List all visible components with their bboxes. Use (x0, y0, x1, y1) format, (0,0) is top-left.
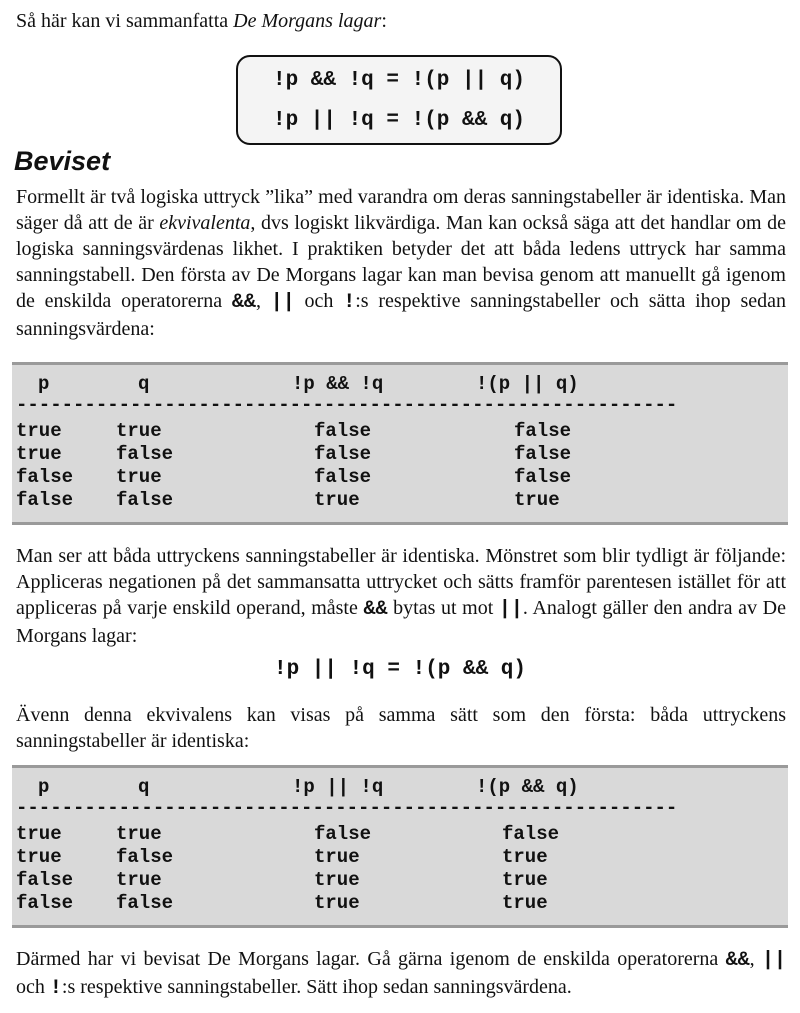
table2-header-rhs: !(p && q) (476, 776, 579, 798)
table-cell: false (314, 443, 372, 465)
intro-end: : (381, 10, 387, 32)
table-cell: false (16, 869, 74, 891)
table-cell: true (16, 443, 62, 465)
para1-emphasis: ekvivalenta (159, 212, 251, 234)
table-cell: true (16, 420, 62, 442)
table-cell: false (16, 489, 74, 511)
truth-table-1 (12, 362, 788, 525)
table-cell: true (314, 869, 360, 891)
para1-och: och (294, 290, 344, 312)
table2-header-p: p (38, 776, 50, 798)
paragraph-conclusion (16, 946, 786, 1002)
table-cell: true (116, 869, 162, 891)
table2-header-q: q (138, 776, 150, 798)
paragraph-proof-intro (16, 184, 786, 342)
truth-table-2 (12, 765, 788, 928)
table-cell: true (116, 466, 162, 488)
paragraph-pattern (16, 543, 786, 649)
law-second-centered: !p || !q = !(p && q) (273, 658, 527, 681)
table-cell: true (502, 846, 548, 868)
table1-header-q: q (138, 373, 150, 395)
para1-op-and: && (231, 291, 256, 314)
para4-op-or: || (761, 949, 786, 972)
table1-header-p: p (38, 373, 50, 395)
table-cell: true (314, 489, 360, 511)
section-title: Beviset (14, 146, 111, 176)
table-cell: true (16, 823, 62, 845)
paragraph-equivalence: Ävenn denna ekvivalens kan visas på samma sätt som den första: båda uttryckens sanningstabeller är identiska: (16, 704, 786, 752)
table-cell: false (314, 466, 372, 488)
law-second: !p || !q = !(p && q) (272, 109, 526, 132)
table-cell: true (116, 823, 162, 845)
table2-divider: ---------------------------------------------------------- (16, 797, 678, 819)
para4-text-b: :s respektive sanningstabeller. Sätt ihop sedan sanningsvärdena. (61, 976, 572, 998)
table-cell: true (314, 846, 360, 868)
intro-text: Så här kan vi sammanfatta (16, 10, 234, 32)
para1-text-b: , dvs logiskt likvärdiga. Man kan också säga att det handlar om de logiska sanningsvärdenas likhet. I praktiken betyder det att båda ledens uttryck har samma sanningstabell. Den första av De Morgans lagar kan man bevisa genom att manuellt gå igenom de enskilda operatorerna (16, 212, 786, 312)
para4-op-and: && (725, 949, 750, 972)
table-cell: false (514, 420, 572, 442)
table-cell: false (116, 846, 174, 868)
para1-text-a: Formellt är två logiska uttryck ”lika” med varandra om deras sanningstabeller är identiska. Man säger då att de är (16, 186, 786, 234)
para1-text-c: :s respektive sanningstabeller och sätta ihop sedan sanningsvärdena: (16, 290, 786, 340)
para2-text-c: . Analogt gäller den andra av De Morgans lagar: (16, 597, 787, 647)
para4-text-a: Därmed har vi bevisat De Morgans lagar. Gå gärna igenom de enskilda operatorerna (16, 948, 726, 970)
table-cell: false (514, 443, 572, 465)
table-cell: true (502, 892, 548, 914)
table-cell: false (116, 489, 174, 511)
table1-header-rhs: !(p || q) (476, 373, 579, 395)
table-cell: true (314, 892, 360, 914)
table-cell: true (514, 489, 560, 511)
para4-comma: , (749, 948, 762, 970)
intro-line (16, 8, 786, 34)
para4-op-not: ! (49, 977, 62, 1000)
para1-comma: , (255, 290, 271, 312)
table-cell: true (16, 846, 62, 868)
table-cell: false (16, 892, 74, 914)
table1-header-lhs: !p && !q (292, 373, 384, 395)
table-cell: false (502, 823, 560, 845)
table-cell: false (314, 823, 372, 845)
table-cell: true (116, 420, 162, 442)
de-morgan-law-box (236, 55, 562, 145)
intro-italic: De Morgans lagar (233, 10, 382, 32)
table-cell: false (116, 443, 174, 465)
law-first: !p && !q = !(p || q) (272, 69, 526, 92)
table-cell: false (514, 466, 572, 488)
para1-op-not: ! (343, 291, 356, 314)
para2-text-b: bytas ut mot (387, 597, 499, 619)
para4-och: och (16, 976, 50, 998)
table-cell: false (16, 466, 74, 488)
table1-divider: ---------------------------------------------------------- (16, 394, 678, 416)
para1-op-or: || (270, 291, 295, 314)
para2-text-a: Man ser att båda uttryckens sanningstabeller är identiska. Mönstret som blir tydligt är följande: Appliceras negationen på det sammansatta uttrycket och sätts framför parentesen istället för att appliceras på varje enskild operand, måste (16, 545, 786, 619)
para2-op-or: || (498, 598, 523, 621)
table-cell: false (116, 892, 174, 914)
table-cell: false (314, 420, 372, 442)
table-cell: true (502, 869, 548, 891)
para2-op-and: && (363, 598, 388, 621)
table2-header-lhs: !p || !q (292, 776, 384, 798)
